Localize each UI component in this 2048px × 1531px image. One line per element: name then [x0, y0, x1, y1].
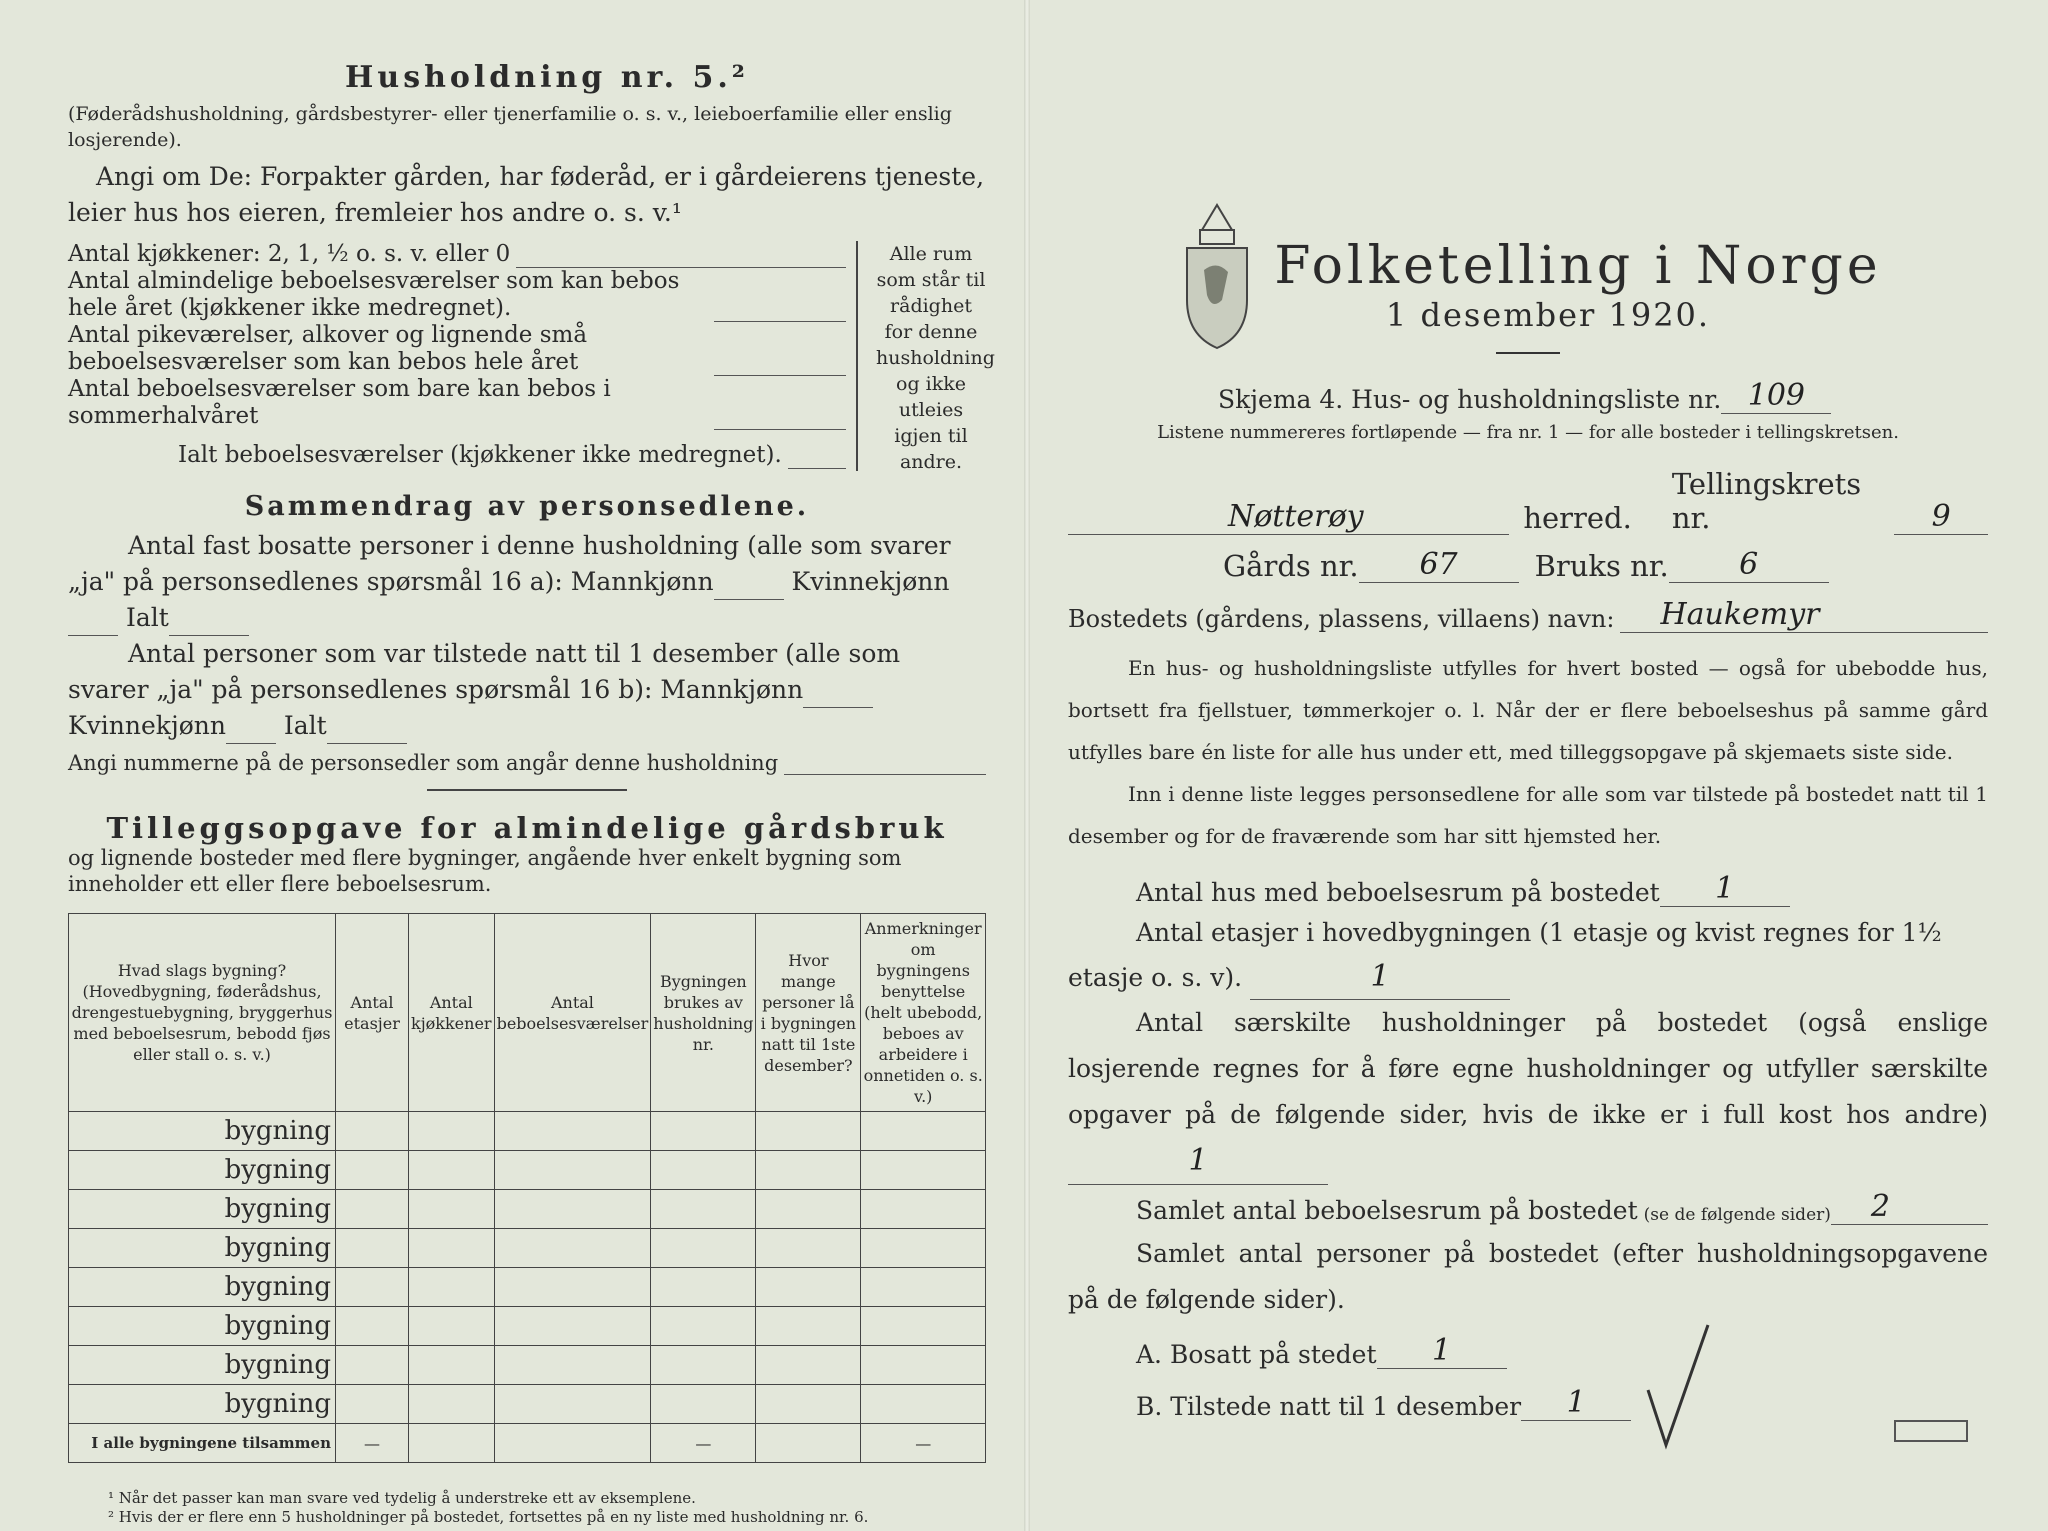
schema-number: 109	[1721, 378, 1831, 414]
household-note: (Føderådshusholdning, gårdsbestyrer- eller tjenerfamilie o. s. v., leieboerfamilie eller enslig losjerende).	[68, 103, 952, 151]
right-page	[1068, 60, 1988, 1421]
supplement-heading: Tilleggsopgave for almindelige gårdsbruk	[106, 811, 948, 845]
table-row: bygning	[69, 1346, 986, 1385]
etasjer-line: Antal etasjer i hovedbygningen (1 etasje og kvist regnes for 1½ etasje o. s. v). 1	[1068, 911, 1988, 1000]
summary-b: Antal personer som var tilstede natt til 1 desember (alle som svarer „ja" på personsedlenes spørsmål 16 b): Mannkjønn Kvinnekjønn Ialt	[68, 636, 986, 744]
bracket-note: Alle rum som står til rådighet for denne husholdning og ikke utleies igjen til andre.	[876, 243, 995, 473]
rooms-line: Antal pikeværelser, alkover og lignende små beboelsesværelser som kan bebos hele året	[68, 322, 846, 376]
table-row: bygning	[69, 1190, 986, 1229]
a-value: 1	[1377, 1333, 1507, 1369]
bosted-line: Bostedets (gårdens, plassens, villaens) navn: Haukemyr	[1068, 597, 1988, 633]
hush-line: Antal særskilte husholdninger på bostedet (også enslige losjerende regnes for å føre egne husholdninger og utfyller særskilte opgaver på de følgende sider, hvis de ikke er i full kost hos andre) 1	[1068, 1000, 1988, 1185]
printer-stamp-icon	[1894, 1420, 1968, 1442]
left-page	[68, 60, 995, 1527]
herred-line: Nøtterøy herred. Tellingskrets nr. 9	[1068, 467, 1988, 535]
b-value: 1	[1521, 1385, 1631, 1421]
rooms-line: Antal kjøkkener: 2, 1, ½ o. s. v. eller 0	[68, 241, 846, 268]
col-household: Bygningen brukes av husholdning nr.	[651, 914, 756, 1112]
gards-value: 67	[1359, 547, 1519, 583]
table-row: bygning	[69, 1268, 986, 1307]
col-building-type: Hvad slags bygning? (Hovedbygning, føderådshus, drengestuebygning, bryggerhus med beboelsesrum, bebodd fjøs eller stall o. s. v.)	[69, 914, 336, 1112]
col-remarks: Anmerkninger om bygningens benyttelse (helt ubebodd, beboes av arbeidere i onnetiden o. s. v.)	[861, 914, 986, 1112]
footnotes: ¹ Når det passer kan man svare ved tydelig å understreke ett av eksemplene. ² Hvis der er flere enn 5 husholdninger på bostedet, fortsettes på en ny liste med husholdning nr. 6.	[108, 1489, 869, 1526]
table-total-row: I alle bygningene tilsammen — — —	[69, 1424, 986, 1463]
list-note: Listene nummereres fortløpende — fra nr. 1 — for alle bosteder i tellingskretsen.	[1157, 422, 1899, 443]
instruction-1: En hus- og husholdningsliste utfylles for hvert bosted — også for ubebodde hus, bortsett fra fjellstuer, tømmerkojer o. l. Når der er flere beboelseshus på samme gård utfylles bare én liste for alle hus under ett, med tilleggsopgave på skjemaets siste side.	[1068, 656, 1988, 764]
bosted-value: Haukemyr	[1620, 597, 1988, 633]
rooms-total-line: Ialt beboelsesværelser (kjøkkener ikke medregnet).	[178, 442, 846, 469]
col-rooms: Antal beboelsesværelser	[494, 914, 651, 1112]
hus-line: Antal hus med beboelsesrum på bostedet 1	[1136, 871, 1988, 907]
persons-line: Samlet antal personer på bostedet (efter husholdningsopgavene på de følgende sider).	[1068, 1239, 1988, 1314]
krets-value: 9	[1894, 499, 1988, 535]
buildings-table	[68, 913, 986, 1463]
herred-value: Nøtterøy	[1068, 499, 1509, 535]
etasjer-value: 1	[1250, 955, 1510, 1000]
checkmark-icon	[1638, 1320, 1718, 1454]
table-row: bygning	[69, 1307, 986, 1346]
hush-value: 1	[1068, 1138, 1328, 1185]
col-persons: Hvor mange personer lå i bygningen natt til 1ste desember?	[756, 914, 861, 1112]
hus-value: 1	[1660, 871, 1790, 907]
coat-of-arms-icon	[1182, 200, 1252, 354]
rum-value: 2	[1831, 1189, 1988, 1225]
schema-line: Skjema 4. Hus- og husholdningsliste nr. 109	[1218, 378, 1988, 414]
summary-a: Antal fast bosatte personer i denne husholdning (alle som svarer „ja" på personsedlenes spørsmål 16 a): Mannkjønn Kvinnekjønn Ialt	[68, 528, 986, 636]
col-floors: Antal etasjer	[336, 914, 409, 1112]
household-heading: Husholdning nr. 5.²	[345, 60, 749, 95]
form-date: 1 desember 1920.	[1385, 296, 1711, 334]
table-row: bygning	[69, 1385, 986, 1424]
tenancy-question: Angi om De: Forpakter gården, har føderåd, er i gårdeierens tjeneste, leier hus hos eieren, fremleier hos andre o. s. v.¹	[68, 162, 985, 227]
numbers-line: Angi nummerne på de personsedler som angår denne husholdning	[68, 748, 986, 775]
a-line: A. Bosatt på stedet 1	[1136, 1333, 1988, 1369]
bruks-value: 6	[1669, 547, 1829, 583]
form-title: Folketelling i Norge	[1274, 236, 1882, 296]
b-line: B. Tilstede natt til 1 desember 1	[1136, 1385, 1988, 1421]
summary-heading: Sammendrag av personsedlene.	[244, 491, 810, 522]
table-row: bygning	[69, 1112, 986, 1151]
rooms-block	[68, 241, 995, 475]
page-fold	[1024, 0, 1030, 1531]
col-kitchens: Antal kjøkkener	[409, 914, 495, 1112]
table-row: bygning	[69, 1151, 986, 1190]
rooms-line: Antal beboelsesværelser som bare kan bebos i sommerhalvåret	[68, 376, 846, 430]
gards-line: Gårds nr. 67 Bruks nr. 6	[1223, 547, 1988, 583]
rum-line: Samlet antal beboelsesrum på bostedet (se de følgende sider) 2	[1136, 1189, 1988, 1225]
table-row: bygning	[69, 1229, 986, 1268]
rooms-line: Antal almindelige beboelsesværelser som kan bebos hele året (kjøkkener ikke medregnet).	[68, 268, 846, 322]
instruction-2: Inn i denne liste legges personsedlene for alle som var tilstede på bostedet natt til 1 desember og for de fraværende som har sitt hjemsted her.	[1068, 782, 1988, 848]
supplement-note: og lignende bosteder med flere bygninger, angående hver enkelt bygning som inneholder ett eller flere beboelsesrum.	[68, 846, 902, 896]
